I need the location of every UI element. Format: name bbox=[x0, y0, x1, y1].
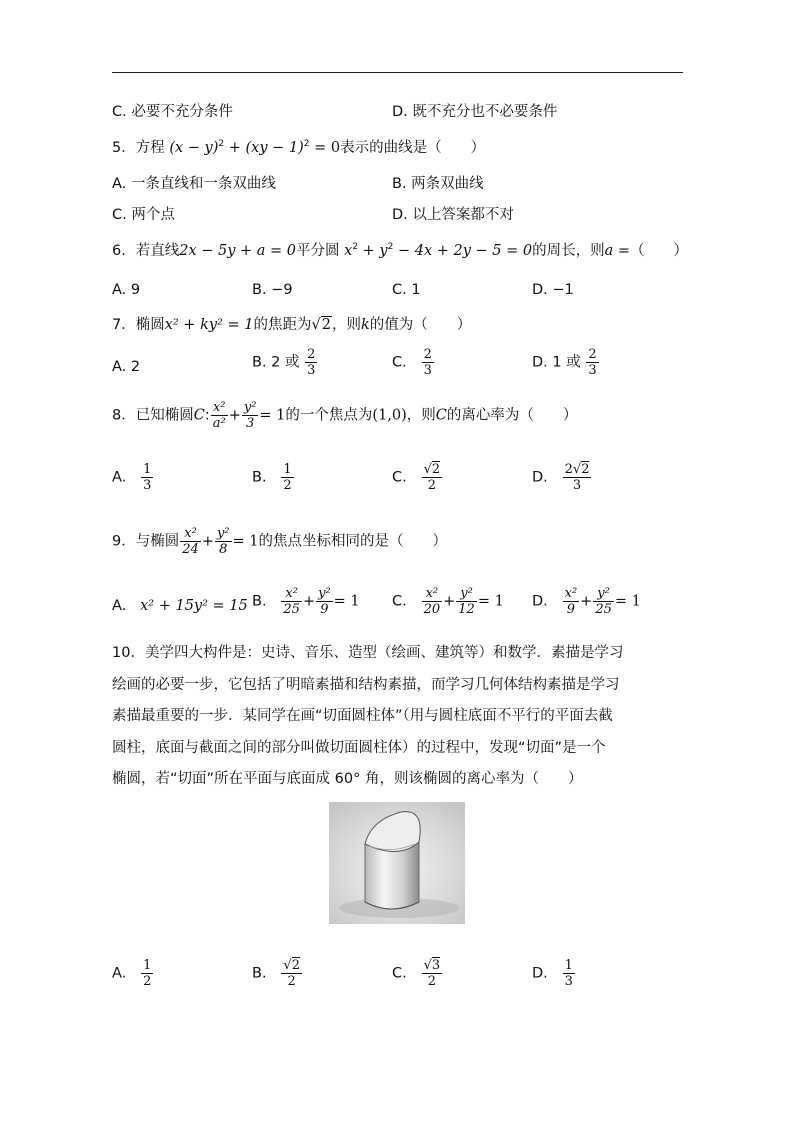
q9-eq-end: = 1 bbox=[232, 533, 259, 550]
q8-frac2: $\frac{\text{y²}}{3}$ bbox=[243, 400, 257, 431]
q8-option-a-frac: $\frac{1}{3}$ bbox=[143, 462, 152, 493]
q5-number: 5．方程 bbox=[112, 140, 165, 156]
q6-var: a bbox=[604, 243, 614, 259]
q6-mid: 平分圆 bbox=[296, 243, 340, 259]
q5-option-b: B. 两条双曲线 bbox=[392, 176, 484, 192]
q8-option-d-frac: $\frac{2√2}{3}$ bbox=[564, 462, 590, 493]
q10-line-2: 绘画的必要一步，它包括了明暗素描和结构素描，而学习几何体结构素描是学习 bbox=[112, 676, 620, 693]
q7-number: 7．椭圆 bbox=[112, 317, 165, 333]
q8-option-a: A. $\frac{1}{3}$ bbox=[112, 462, 152, 493]
q7-mid: 的焦距为 bbox=[253, 317, 312, 333]
q4-option-d: D. 既不充分也不必要条件 bbox=[392, 104, 558, 120]
q10-option-b: B. $\frac{√2}{2}$ bbox=[252, 958, 300, 989]
q5-expr-b: + (xy − 1) bbox=[224, 140, 304, 156]
q5-option-d: D. 以上答案都不对 bbox=[392, 207, 514, 223]
q8-option-c: C. $\frac{√2}{2}$ bbox=[392, 462, 441, 493]
q8-frac1: $\frac{\text{x²}}{\text{a²}}$ bbox=[212, 400, 226, 431]
q9-option-b: B. $\frac{\text{x²}}{25}$ + $\frac{\text{y²}}{9}$ = 1 bbox=[252, 586, 360, 617]
q7-option-c: C. $\frac{2}{3}$ bbox=[392, 347, 432, 378]
q7-option-b: B. 2 或 $\frac{2}{3}$ bbox=[252, 347, 316, 378]
q7-option-d: D. 1 或 $\frac{2}{3}$ bbox=[532, 347, 597, 378]
q5-expr-c: = 0 bbox=[309, 140, 341, 156]
q7-option-a: A. 2 bbox=[112, 359, 141, 375]
q5-expr-a: (x − y) bbox=[169, 140, 219, 156]
q8-mid: 的一个焦点为 bbox=[285, 407, 373, 424]
q6-option-c: C. 1 bbox=[392, 282, 421, 298]
q6-number: 6．若直线 bbox=[112, 243, 180, 259]
q7-option-c-frac: $\frac{2}{3}$ bbox=[423, 347, 432, 378]
q7-eq: x² + ky² = 1 bbox=[164, 317, 254, 333]
q9-tail: 的焦点坐标相同的是（ ） bbox=[258, 533, 447, 550]
q10-option-d: D. $\frac{1}{3}$ bbox=[532, 958, 573, 989]
q8-stem: 8．已知椭圆C: $\frac{\text{x²}}{\text{a²}}$ + $\frac{\text{y²}}{3}$ = 1的一个焦点为(1,0)，则C的离心率为（ ） bbox=[112, 400, 578, 431]
q8-tail: ，则 bbox=[406, 407, 436, 424]
q6-end: =（ ） bbox=[613, 243, 689, 259]
q8-c: C bbox=[193, 407, 205, 424]
q8-end: 的离心率为（ ） bbox=[446, 407, 578, 424]
q5-option-a: A. 一条直线和一条双曲线 bbox=[112, 176, 276, 192]
header-rule bbox=[112, 72, 683, 73]
q10-line-5: 椭圆，若“切面”所在平面与底面成 60° 角，则该椭圆的离心率为（ ） bbox=[112, 771, 583, 787]
q8-number: 8．已知椭圆 bbox=[112, 407, 194, 424]
q6-circle-a: x bbox=[344, 243, 353, 259]
q10-option-c: C. $\frac{√3}{2}$ bbox=[392, 958, 441, 989]
q10-line-3: 素描最重要的一步．某同学在画“切面圆柱体”（用与圆柱底面不平行的平面去截 bbox=[112, 708, 613, 724]
q7-tail: ，则 bbox=[331, 317, 361, 333]
q8-c2: C bbox=[435, 407, 447, 424]
q6-option-d: D. −1 bbox=[532, 282, 574, 298]
q4-option-c: C. 必要不充分条件 bbox=[112, 104, 233, 120]
q10-stem bbox=[112, 638, 684, 796]
q9-option-a: A. x² + 15y² = 15 bbox=[112, 598, 248, 614]
q6-option-a: A. 9 bbox=[112, 282, 141, 298]
q7-option-b-frac: $\frac{2}{3}$ bbox=[307, 347, 316, 378]
q6-option-b: B. −9 bbox=[252, 282, 293, 298]
q7-var: k bbox=[360, 317, 370, 333]
q8-option-d: D. $\frac{2√2}{3}$ bbox=[532, 462, 590, 493]
q6-line-eq: 2x − 5y + a = 0 bbox=[179, 243, 297, 259]
q5-option-c: C. 两个点 bbox=[112, 207, 175, 223]
q10-line-4: 圆柱，底面与截面之间的部分叫做切面圆柱体）的过程中，发现“切面”是一个 bbox=[112, 739, 606, 756]
q9-frac1: $\frac{\text{x²}}{24}$ bbox=[182, 526, 199, 557]
q8-option-b: B. $\frac{1}{2}$ bbox=[252, 462, 292, 493]
q9-option-a-eq: x² + 15y² = 15 bbox=[140, 598, 248, 614]
q9-option-d: D. $\frac{\text{x²}}{9}$ + $\frac{\text{y²}}{25}$ = 1 bbox=[532, 586, 641, 617]
q9-number: 9．与椭圆 bbox=[112, 533, 180, 550]
q9-option-c: C. $\frac{\text{x²}}{20}$ + $\frac{\text{y²}}{12}$ = 1 bbox=[392, 586, 504, 617]
q9-stem: 9．与椭圆 $\frac{\text{x²}}{24}$ + $\frac{\text{y²}}{8}$ = 1的焦点坐标相同的是（ ） bbox=[112, 526, 447, 557]
q6-stem: 6．若直线2x − 5y + a = 0平分圆 $x^2 + y^2 - 4x + 2y - 5 = 0$的周长，则a =（ ） bbox=[112, 242, 689, 259]
q7-stem bbox=[112, 315, 471, 335]
q6-tail: 的周长，则 bbox=[532, 243, 605, 259]
cut-cylinder-sketch bbox=[329, 802, 465, 924]
q6-circle-c: − 4x + 2y − 5 = 0 bbox=[393, 243, 533, 259]
q10-line-1: 10．美学四大构件是：史诗、音乐、造型（绘画、建筑等）和数学．素描是学习 bbox=[112, 645, 624, 661]
q9-frac2: $\frac{\text{y²}}{8}$ bbox=[216, 526, 230, 557]
q8-option-b-frac: $\frac{1}{2}$ bbox=[283, 462, 292, 493]
q5-stem: 5．方程 $(x - y)^2 + (xy - 1)^2 = 0$表示的曲线是（ ） bbox=[112, 139, 486, 156]
q7-option-d-frac: $\frac{2}{3}$ bbox=[588, 347, 597, 378]
q8-eq-end: = 1 bbox=[259, 407, 286, 424]
q8-option-c-frac: $\frac{√2}{2}$ bbox=[423, 462, 441, 493]
q10-option-a: A. $\frac{1}{2}$ bbox=[112, 958, 152, 989]
q7-sqrt: √2 bbox=[311, 317, 331, 333]
q6-circle-b: + y bbox=[358, 243, 388, 259]
q7-end: 的值为（ ） bbox=[369, 317, 472, 333]
q8-point: (1,0) bbox=[372, 407, 407, 424]
q5-tail: 表示的曲线是（ ） bbox=[340, 140, 486, 156]
